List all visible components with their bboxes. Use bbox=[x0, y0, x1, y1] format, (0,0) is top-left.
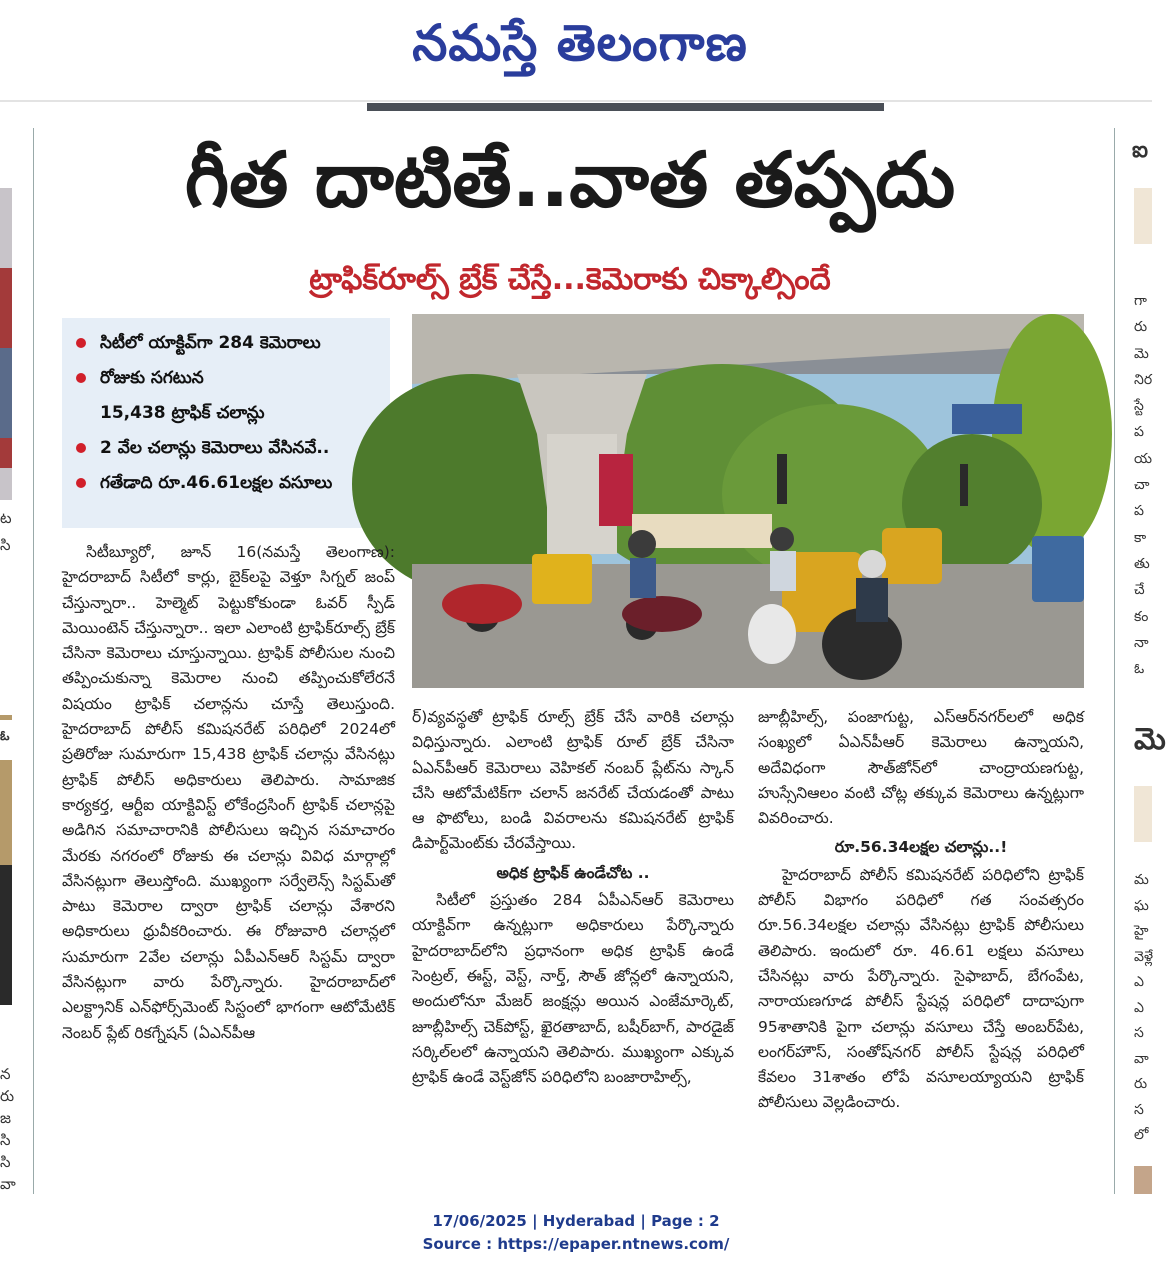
footer-source: Source : https://epaper.ntnews.com/ bbox=[422, 1235, 730, 1253]
masthead-accent-bar bbox=[367, 103, 884, 111]
highlight-item-continued: 15,438 ట్రాఫిక్ చలాన్లు bbox=[100, 403, 265, 423]
masthead bbox=[0, 0, 1152, 100]
article-subheadline: ట్రాఫిక్‌రూల్స్ బ్రేక్ చేస్తే...కెమెరాకు చిక్కాల్సిందే bbox=[309, 262, 831, 297]
left-edge-photo bbox=[0, 188, 12, 500]
left-edge-photo-2: ఓ bbox=[0, 715, 12, 1005]
right-column-divider bbox=[1114, 128, 1115, 1194]
right-edge-box-2 bbox=[1134, 786, 1152, 842]
left-edge-text-2: న రు జ సి సి వా bbox=[0, 1065, 16, 1193]
column-1-text: సిటీబ్యూరో, జూన్ 16(నమస్తే తెలంగాణ): హైదరాబాద్ సిటీలో కార్లు, బైక్‌లపై వెళ్తూ సిగ్నల్ జంప్ చేస్తున్నారా.. హెల్మెట్ పెట్టుకోకుండా ఓవర్ స్పీడ్ మెయింటెన్ చేస్తున్నారా.. ఇలా ఎలాంటి ట్రాఫిక్‌రూల్స్ బ్రేక్ చేసినా కెమెరాలు చూస్తున్నాయి. ట్రాఫిక్ పోలీసుల నుంచి తప్పించుకున్నా కెమెరాల నుంచి తప్పించుకోలేరనే విషయం ట్రాఫిక్ చలాన్లను చూస్తే తెలుస్తుంది. హైదరాబాద్ పోలీస్ కమిషనరేట్ పరిధిలో 2024లో ప్రతిరోజు సుమారుగా 15,438 ట్రాఫిక్ చలాన్లు వేసినట్లు ట్రాఫిక్ పోలీస్ అధికారులు తెలిపారు. సామాజిక కార్యకర్త, ఆర్టీఐ యాక్టివిస్ట్ లోకేంద్రసింగ్ ట్రాఫిక్ చలాన్లపై అడిగిన సమాచారానికి పోలీసులు ఇచ్చిన సమాచారం మేరకు నగరంలో రోజుకు ఈ చలాన్లు వివిధ మార్గాల్లో వేసినట్లుగా తెలుస్తోంది. ముఖ్యంగా సర్వేలెన్స్ సిస్టమ్‌తో పాటు కెమెరాల ద్వారా ట్రాఫిక్ చలాన్లు వేశారని అధికారులు ధ్రువీకరించారు. ఈ రోజువారి చలాన్లలో సుమారుగా 2వేల చలాన్లు ఏపీఎన్‌ఆర్ సిస్టమ్ ద్వారా వేసినట్లుగా వారు పేర్కొన్నారు. హైదరాబాద్‌లో ఎలక్ట్రానిక్ ఎన్‌ఫోర్స్‌మెంట్ సిస్టంలో భాగంగా ఆటోమేటిక్ నెంబర్ ప్లేట్ రికగ్నేషన్ (ఏఎన్‌పీఆ bbox=[62, 543, 395, 1042]
bullet-icon bbox=[76, 443, 86, 453]
highlight-item: గతేడాది రూ.46.61లక్షల వసూలు bbox=[76, 466, 390, 501]
article-column-3 bbox=[758, 705, 1084, 1116]
right-edge-column-1: గా రు మె నిర స్టే ప య చా ప కా తు చే కం నా ఓ bbox=[1134, 293, 1153, 678]
highlight-item: రోజుకు సగటున bbox=[76, 361, 390, 396]
column-2-paragraph-2: సిటీలో ప్రస్తుతం 284 ఏపీఎన్‌ఆర్ కెమెరాలు యాక్టివ్‌గా ఉన్నట్లుగా అధికారులు పేర్కొన్నారు హైదరాబాద్‌లోని ప్రధానంగా అధిక ట్రాఫిక్ ఉండే సెంట్రల్, ఈస్ట్, వెస్ట్, నార్త్, సౌత్ జోన్లలో ఉన్నాయని, అందులోనూ మేజర్ జంక్షన్లు అయిన ఎంజేమార్కెట్, జూబ్లీహిల్స్ చెక్‌పోస్ట్, ఖైరతాబాద్, బషీర్‌బాగ్, పారడైజ్ సర్కిల్‌లలో ఉన్నాయని తెలిపారు. ముఖ్యంగా ఎక్కువ ట్రాఫిక్ ఉండే వెస్ట్‌జోన్ పరిధిలోని బంజారాహిల్స్, bbox=[412, 891, 734, 1087]
article-photo bbox=[412, 314, 1084, 688]
right-edge-box-1 bbox=[1134, 188, 1152, 244]
right-edge-photo bbox=[1134, 1166, 1152, 1194]
masthead-divider bbox=[0, 100, 1152, 102]
left-column-divider bbox=[33, 128, 34, 1194]
article-column-1 bbox=[62, 540, 395, 1046]
highlight-item: సిటీలో యాక్టివ్‌గా 284 కెమెరాలు bbox=[76, 326, 390, 361]
column-3-paragraph-1: జూబ్లీహిల్స్, పంజాగుట్ట, ఎస్‌ఆర్‌నగర్‌లలో అధిక సంఖ్యలో ఏఎన్‌పీఆర్ కెమెరాలు ఉన్నాయని, అదేవిధంగా సౌత్‌జోన్‌లో చాంద్రాయణగుట్ట, హుస్సేనిఆలం వంటి చోట్ల తక్కువ కెమెరాలు ఉన్నట్లుగా వివరించారు. bbox=[758, 708, 1084, 828]
bullet-icon bbox=[76, 373, 86, 383]
footer-date-page: 17/06/2025 | Hyderabad | Page : 2 bbox=[432, 1212, 720, 1230]
bullet-icon bbox=[76, 478, 86, 488]
traffic-junction-photo bbox=[412, 314, 1084, 688]
article-column-2 bbox=[412, 705, 734, 1090]
highlight-item: 2 వేల చలాన్లు కెమెరాలు వేసినవే.. bbox=[76, 431, 390, 466]
page-footer bbox=[0, 1210, 1152, 1256]
column-3-subheading: రూ.56.34లక్షల చలాన్లు..! bbox=[834, 838, 1008, 857]
bullet-icon bbox=[76, 338, 86, 348]
right-edge-column-2: మ ఘ హై వెళ్లే ఎ ఎ స వా రు స లో bbox=[1134, 872, 1153, 1143]
right-edge-headline-1: ఐ bbox=[1132, 138, 1148, 163]
column-2-subheading: అధిక ట్రాఫిక్ ఉండేచోట .. bbox=[496, 863, 650, 882]
column-3-paragraph-2: హైదరాబాద్ పోలీస్ కమిషనరేట్ పరిధిలోని ట్రాఫిక్ పోలీస్ విభాగం పరిధిలో గత సంవత్సరం రూ.56.34లక్షల చలాన్లు వేసినట్లు ట్రాఫిక్ పోలీసులు తెలిపారు. ఇందులో రూ. 46.61 లక్షలు వసూలు చేసినట్లు వారు పేర్కొన్నారు. సైఫాబాద్, బేగంపేట, నారాయణగూడ పోలీస్ స్టేషన్ల పరిధిలో దాదాపుగా 95శాతానికి పైగా చలాన్లు వసూలు చేస్తే అంబర్‌పేట, లంగర్‌హౌస్, సంతోష్‌నగర్ పోలీస్ స్టేషన్ల పరిధిలో కేవలం 31శాతం లోపే వసూలయ్యాయని ట్రాఫిక్ పోలీసులు వెల్లడించారు. bbox=[758, 865, 1084, 1112]
column-2-paragraph-1: ర్)వ్యవస్థతో ట్రాఫిక్ రూల్స్ బ్రేక్ చేసే వారికి చలాన్లు విధిస్తున్నారు. ఎలాంటి ట్రాఫిక్ రూల్ బ్రేక్ చేసినా ఏఎన్‌పీఆర్ కెమెరాలు వెహికల్ నంబర్ ప్లేట్‌ను స్కాన్ చేసి ఆటోమేటిక్‌గా చలాన్ జనరేట్ చేయడంతో పాటు ఆ ఫొటోలు, బండి వివరాలను కమిషనరేట్ ట్రాఫిక్ డిపార్ట్‌మెంట్‌కు చేరవేస్తాయి. bbox=[412, 708, 734, 853]
right-edge-headline-2: మె bbox=[1134, 722, 1166, 757]
left-edge-text-1: ట సి bbox=[0, 509, 12, 554]
article-headline: గీత దాటితే..వాత తప్పదు bbox=[184, 135, 956, 224]
newspaper-logo: నమస్తే తెలంగాణ bbox=[412, 14, 748, 72]
highlights-box bbox=[62, 318, 390, 528]
